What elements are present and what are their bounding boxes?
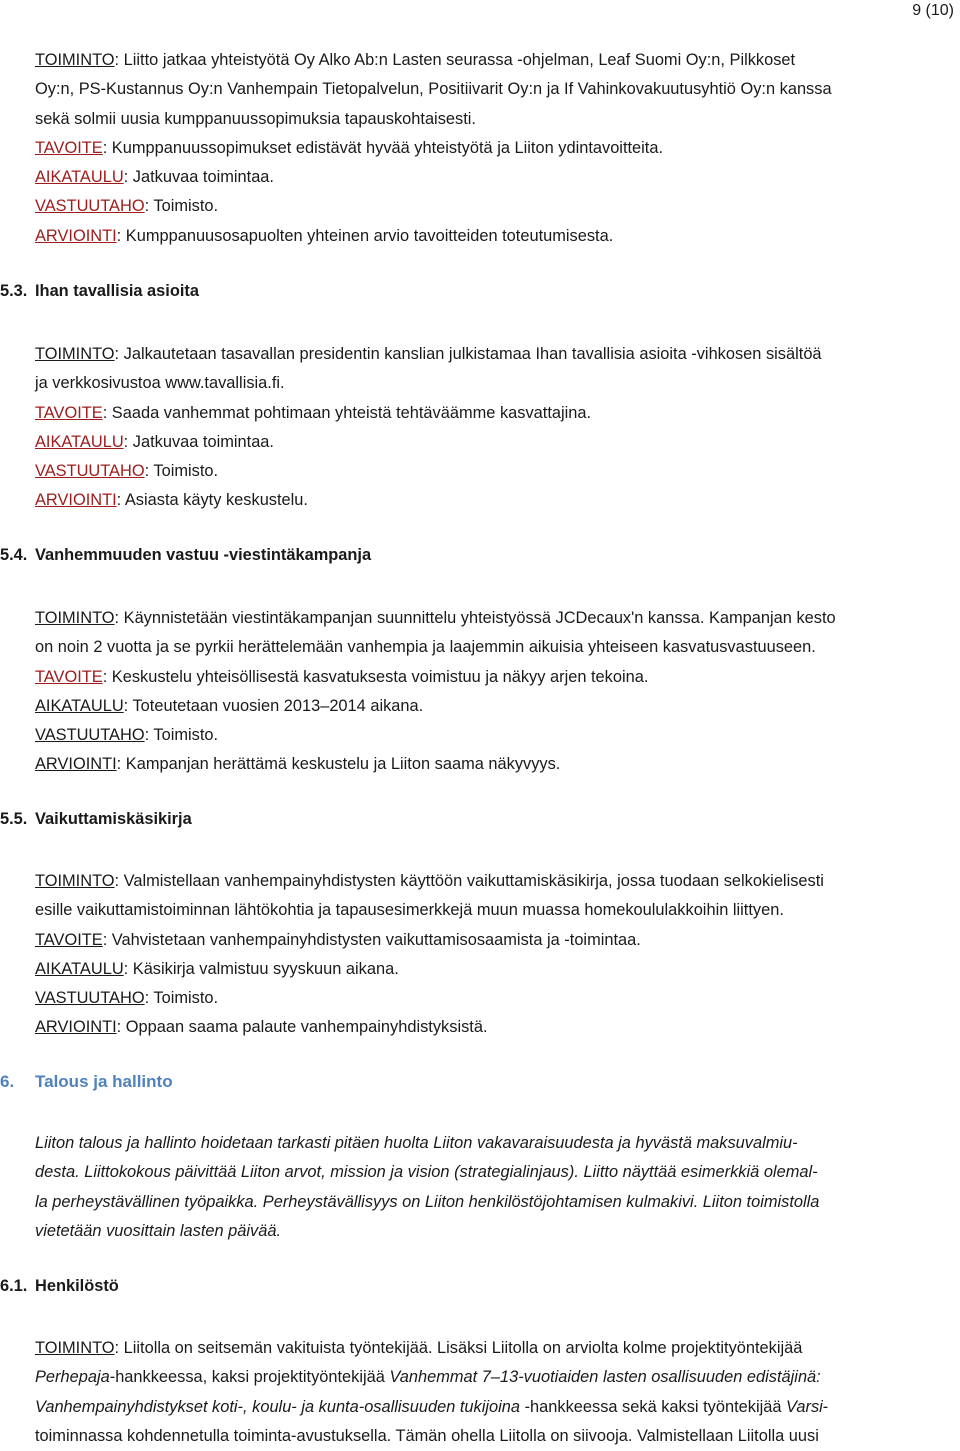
s61-line2-italic2: Vanhemmat 7–13-vuotiaiden lasten osallisuuden edistäjinä: [389,1368,821,1387]
tavoite-label: TAVOITE [35,667,103,686]
s54-tavoite-text: : Keskustelu yhteisöllisestä kasvatuksesta voimistuu ja näkyy arjen tekoina. [102,667,649,686]
section-number: 6.1. [0,1277,28,1295]
s6-paragraph-line2: desta. Liittokokous päivittää Liiton arvot, mission ja vision (strategialinjaus). Liitto näyttää esimerkkiä olemal- [35,1163,818,1182]
intro-vastuutaho-text: : Toimisto. [144,197,219,216]
s54-aikataulu [35,692,959,721]
s55-aikataulu [35,955,959,984]
s55-vastuutaho [35,984,959,1013]
s53-toiminto-line2: ja verkkosivustoa www.tavallisia.fi. [35,374,285,393]
s61-line3-text2: - [822,1397,829,1416]
s55-tavoite [35,926,959,955]
s61-line3-text1: -hankkeessa sekä kaksi työntekijää [520,1397,787,1416]
toiminto-label: TOIMINTO [35,51,115,69]
s55-toiminto [35,867,959,896]
s54-arviointi-text: : Kampanjan herättämä keskustelu ja Liiton saama näkyvyys. [116,755,561,774]
section-5-3-body [35,340,959,516]
s54-vastuutaho-text: : Toimisto. [144,726,219,745]
intro-section [35,46,959,251]
s6-paragraph-line1: Liiton talous ja hallinto hoidetaan tarkasti pitäen huolta Liiton vakavaraisuudesta ja hyvästä maksuvalmiu- [35,1134,798,1152]
vastuutaho-label: VASTUUTAHO [35,462,145,481]
aikataulu-label: AIKATAULU [35,959,124,978]
intro-toiminto-line1: : Liitto jatkaa yhteistyötä Oy Alko Ab:n Lasten seurassa -ohjelman, Leaf Suomi Oy:n, Pilkkoset [114,51,796,69]
s53-toiminto [35,340,959,369]
toiminto-label: TOIMINTO [35,1339,115,1357]
s53-toiminto-line1: : Jalkautetaan tasavallan presidentin kanslian julkistamaa Ihan tavallisia asioita -vihkosen sisältöä [114,345,822,363]
intro-toiminto-line3: sekä solmii uusia kumppanuussopimuksia tapauskohtaisesti. [35,109,476,128]
section-title: Ihan tavallisia asioita [35,282,199,300]
section-5-3-heading [0,282,199,301]
s55-tavoite-text: : Vahvistetaan vanhempainyhdistysten vaikuttamisosaamista ja -toimintaa. [102,930,641,949]
arviointi-label: ARVIOINTI [35,755,117,774]
s55-vastuutaho-text: : Toimisto. [144,989,219,1008]
s61-line3-italic2: Varsi [786,1397,823,1416]
section-number: 5.4. [0,546,28,564]
arviointi-label: ARVIOINTI [35,226,117,245]
aikataulu-label: AIKATAULU [35,168,124,187]
section-5-4-body [35,604,959,780]
section-6-heading [0,1072,173,1092]
section-6-1-body [35,1334,959,1451]
section-5-4-heading [0,546,371,565]
s54-vastuutaho [35,721,959,750]
section-6-1-heading [0,1277,119,1296]
aikataulu-label: AIKATAULU [35,432,124,451]
section-6-body [35,1129,959,1246]
intro-aikataulu [35,163,959,192]
toiminto-label: TOIMINTO [35,872,115,890]
s55-aikataulu-text: : Käsikirja valmistuu syyskuun aikana. [123,959,399,978]
s53-tavoite-text: : Saada vanhemmat pohtimaan yhteistä tehtäväämme kasvattajina. [102,403,592,422]
s61-line1 [35,1334,959,1363]
s55-arviointi [35,1013,959,1042]
s55-toiminto-line2: esille vaikuttamistoiminnan lähtökohtia ja tapausesimerkkejä muun muassa homekoululakkoihin liittyen. [35,901,784,920]
section-number: 6. [0,1072,15,1091]
vastuutaho-label: VASTUUTAHO [35,726,145,745]
toiminto-label: TOIMINTO [35,345,115,363]
s54-toiminto-line1: : Käynnistetään viestintäkampanjan suunnittelu yhteistyössä JCDecaux'n kanssa. Kampanjan kesto [114,609,836,627]
s54-aikataulu-text: : Toteutetaan vuosien 2013–2014 aikana. [123,696,424,715]
arviointi-label: ARVIOINTI [35,1018,117,1037]
tavoite-label: TAVOITE [35,138,103,157]
section-title: Henkilöstö [35,1277,119,1295]
s61-line2-text1: -hankkeessa, kaksi projektityöntekijää [109,1368,390,1387]
section-number: 5.5. [0,810,28,828]
s54-toiminto-line2: on noin 2 vuotta ja se pyrkii herättelemään vanhempia ja laajemmin aikuisia yhteiseen kasvatusvastuuseen. [35,638,816,657]
tavoite-label: TAVOITE [35,403,103,422]
s54-tavoite [35,663,959,692]
vastuutaho-label: VASTUUTAHO [35,989,145,1008]
intro-tavoite [35,134,959,163]
section-5-5-heading [0,810,192,829]
intro-arviointi [35,222,959,251]
s54-toiminto [35,604,959,633]
toiminto-label: TOIMINTO [35,609,115,627]
section-title: Vaikuttamiskäsikirja [35,810,192,828]
page-number: 9 (10) [912,2,954,19]
s53-arviointi-text: : Asiasta käyty keskustelu. [116,491,308,510]
s53-arviointi [35,486,959,515]
arviointi-label: ARVIOINTI [35,491,117,510]
s55-toiminto-line1: : Valmistellaan vanhempainyhdistysten käyttöön vaikuttamiskäsikirja, jossa tuodaan selkokielisesti [114,872,824,890]
aikataulu-label: AIKATAULU [35,696,124,715]
s6-paragraph-line4: vietetään vuosittain lasten päivää. [35,1221,282,1240]
s53-vastuutaho [35,457,959,486]
intro-aikataulu-text: : Jatkuvaa toimintaa. [123,168,274,187]
intro-toiminto-line2: Oy:n, PS-Kustannus Oy:n Vanhempain Tietopalvelun, Positiivarit Oy:n ja If Vahinkovakuutusyhtiö Oy:n kanssa [35,80,832,99]
section-number: 5.3. [0,282,28,300]
s54-arviointi [35,750,959,779]
section-title: Vanhemmuuden vastuu -viestintäkampanja [35,546,372,564]
s53-vastuutaho-text: : Toimisto. [144,462,219,481]
s61-line2 [35,1363,959,1392]
intro-vastuutaho [35,192,959,221]
s61-line2-italic1: Perhepaja [35,1368,110,1387]
s53-aikataulu-text: : Jatkuvaa toimintaa. [123,432,274,451]
s61-line4: toiminnassa kohdennetulla toiminta-avustuksella. Tämän ohella Liitolla on siivooja. Valmistellaan Liitolla uusi [35,1426,819,1445]
s61-line3 [35,1393,959,1422]
s6-paragraph-line3: la perheystävällinen työpaikka. Perheystävällisyys on Liiton henkilöstöjohtamisen kulmakivi. Liiton toimistolla [35,1192,820,1211]
s55-arviointi-text: : Oppaan saama palaute vanhempainyhdistyksistä. [116,1018,488,1037]
vastuutaho-label: VASTUUTAHO [35,197,145,216]
s61-line1-text: : Liitolla on seitsemän vakituista työntekijää. Lisäksi Liitolla on arviolta kolme projektityöntekijää [114,1339,803,1357]
s53-aikataulu [35,428,959,457]
s61-line3-italic1: Vanhempainyhdistykset koti-, koulu- ja kunta-osallisuuden tukijoina [35,1397,521,1416]
section-title: Talous ja hallinto [35,1072,173,1091]
s53-tavoite [35,399,959,428]
tavoite-label: TAVOITE [35,930,103,949]
section-5-5-body [35,867,959,1043]
intro-tavoite-text: : Kumppanuussopimukset edistävät hyvää yhteistyötä ja Liiton ydintavoitteita. [102,138,664,157]
intro-toiminto [35,46,959,75]
intro-arviointi-text: : Kumppanuusosapuolten yhteinen arvio tavoitteiden toteutumisesta. [116,226,614,245]
